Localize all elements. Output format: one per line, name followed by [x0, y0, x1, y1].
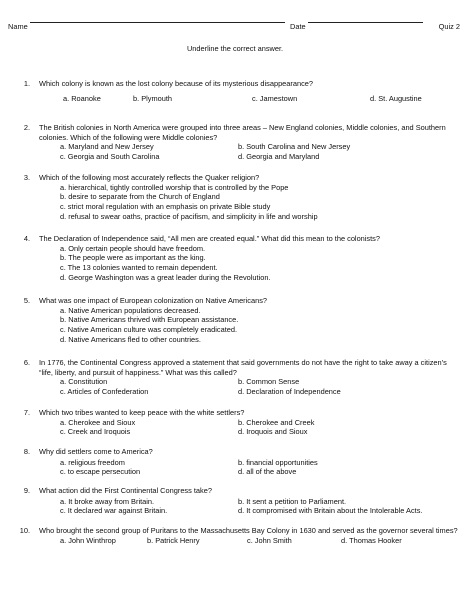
- answer-option[interactable]: c. Creek and Iroquois: [60, 427, 131, 437]
- quiz-label: Quiz 2: [438, 22, 460, 31]
- question-text: Which colony is known as the lost colony because of its mysterious disappearance?: [39, 79, 314, 88]
- answer-option[interactable]: c. Georgia and South Carolina: [60, 151, 160, 161]
- answer-options: [63, 94, 460, 104]
- question-6: [14, 358, 460, 396]
- answer-option[interactable]: b. Patrick Henry: [147, 535, 200, 545]
- answer-option[interactable]: a. Only certain people should have freedom.: [60, 243, 206, 253]
- question-4: [14, 234, 460, 282]
- question-number: 4.: [23, 234, 30, 243]
- answer-option[interactable]: a. Maryland and New Jersey: [60, 142, 154, 152]
- answer-options: [60, 183, 460, 222]
- header: [8, 22, 460, 34]
- answer-option[interactable]: a. John Winthrop: [60, 535, 116, 545]
- answer-option[interactable]: d. Iroquois and Sioux: [238, 427, 308, 437]
- answer-options: [60, 536, 460, 546]
- answer-options: [60, 377, 460, 396]
- answer-option[interactable]: d. Thomas Hooker: [341, 535, 402, 545]
- question-text: What was one impact of European colonization on Native Americans?: [39, 296, 268, 305]
- date-field-line[interactable]: [308, 22, 423, 23]
- answer-option[interactable]: b. Common Sense: [238, 377, 300, 387]
- question-text: Which two tribes wanted to keep peace with the white settlers?: [39, 408, 245, 417]
- answer-option[interactable]: c. Jamestown: [252, 93, 298, 103]
- answer-option[interactable]: c. Native American culture was completely eradicated.: [60, 324, 238, 334]
- answer-option[interactable]: d. George Washington was a great leader during the Revolution.: [60, 272, 271, 282]
- question-text: Which of the following most accurately reflects the Quaker religion?: [39, 173, 260, 182]
- answer-option[interactable]: a. Native American populations decreased.: [60, 305, 201, 315]
- answer-option[interactable]: c. John Smith: [247, 535, 292, 545]
- question-3: [14, 173, 460, 221]
- answer-option[interactable]: c. It declared war against Britain.: [60, 506, 168, 516]
- question-7: [14, 408, 460, 437]
- answer-option[interactable]: b. South Carolina and New Jersey: [238, 142, 351, 152]
- answer-option[interactable]: b. financial opportunities: [238, 457, 318, 467]
- question-text: Why did settlers come to America?: [39, 447, 153, 456]
- question-2: [14, 123, 460, 161]
- answer-option[interactable]: c. The 13 colonies wanted to remain dependent.: [60, 262, 218, 272]
- answer-options: [60, 142, 460, 161]
- answer-option[interactable]: c. Articles of Confederation: [60, 386, 149, 396]
- answer-option[interactable]: a. hierarchical, tightly controlled worship that is controlled by the Pope: [60, 182, 289, 192]
- question-5: [14, 296, 460, 344]
- answer-option[interactable]: a. It broke away from Britain.: [60, 496, 155, 506]
- name-field-line[interactable]: [30, 22, 285, 23]
- question-text: The British colonies in North America were grouped into three areas – New England colonies, Middle colonies, and Southern colonies. Which of the following were Middle colonies?: [39, 123, 446, 142]
- answer-option[interactable]: d. all of the above: [238, 467, 297, 477]
- answer-option[interactable]: d. Declaration of Independence: [238, 386, 341, 396]
- date-label: Date: [290, 22, 306, 31]
- question-number: 8.: [23, 447, 30, 456]
- answer-option[interactable]: d. Georgia and Maryland: [238, 151, 320, 161]
- question-number: 6.: [23, 358, 30, 367]
- answer-option[interactable]: d. St. Augustine: [370, 93, 422, 103]
- question-number: 2.: [23, 123, 30, 132]
- answer-options: [60, 244, 460, 283]
- answer-option[interactable]: a. Cherokee and Sioux: [60, 417, 136, 427]
- answer-option[interactable]: b. Native Americans thrived with European assistance.: [60, 315, 239, 325]
- question-10: [14, 526, 460, 546]
- question-number: 10.: [19, 526, 30, 535]
- question-text: Who brought the second group of Puritans to the Massachusetts Bay Colony in 1630 and served as the governor several times?: [39, 526, 458, 535]
- instructions: Underline the correct answer.: [186, 44, 284, 53]
- answer-option[interactable]: b. Cherokee and Creek: [238, 417, 315, 427]
- question-1: [14, 79, 460, 104]
- name-label: Name: [8, 22, 28, 31]
- answer-options: [60, 497, 460, 516]
- question-number: 1.: [23, 79, 30, 88]
- question-text: The Declaration of Independence said, “All men are created equal.” What did this mean to the colonists?: [39, 234, 380, 243]
- answer-options: [60, 458, 460, 477]
- question-number: 3.: [23, 173, 30, 182]
- question-number: 5.: [23, 296, 30, 305]
- question-text: What action did the First Continental Congress take?: [39, 486, 212, 495]
- answer-option[interactable]: a. Constitution: [60, 377, 108, 387]
- question-9: [14, 486, 460, 516]
- answer-option[interactable]: c. to escape persecution: [60, 467, 141, 477]
- answer-options: [60, 306, 460, 345]
- answer-option[interactable]: b. desire to separate from the Church of England: [60, 192, 220, 202]
- answer-option[interactable]: c. strict moral regulation with an emphasis on private Bible study: [60, 201, 271, 211]
- answer-option[interactable]: d. It compromised with Britain about the Intolerable Acts.: [238, 506, 423, 516]
- answer-option[interactable]: b. The people were as important as the king.: [60, 253, 206, 263]
- answer-option[interactable]: a. Roanoke: [63, 93, 101, 103]
- question-number: 7.: [23, 408, 30, 417]
- answer-option[interactable]: b. It sent a petition to Parliament.: [238, 496, 347, 506]
- question-8: [14, 447, 460, 477]
- question-text: In 1776, the Continental Congress approved a statement that said governments do not have the right to take away a citizen’s “life, liberty, and pursuit of happiness.” What was this called?: [39, 358, 447, 377]
- answer-option[interactable]: d. Native Americans fled to other countries.: [60, 334, 201, 344]
- question-number: 9.: [23, 486, 30, 495]
- answer-options: [60, 418, 460, 437]
- answer-option[interactable]: a. religious freedom: [60, 457, 125, 467]
- answer-option[interactable]: d. refusal to swear oaths, practice of pacifism, and simplicity in life and worship: [60, 211, 318, 221]
- answer-option[interactable]: b. Plymouth: [133, 93, 173, 103]
